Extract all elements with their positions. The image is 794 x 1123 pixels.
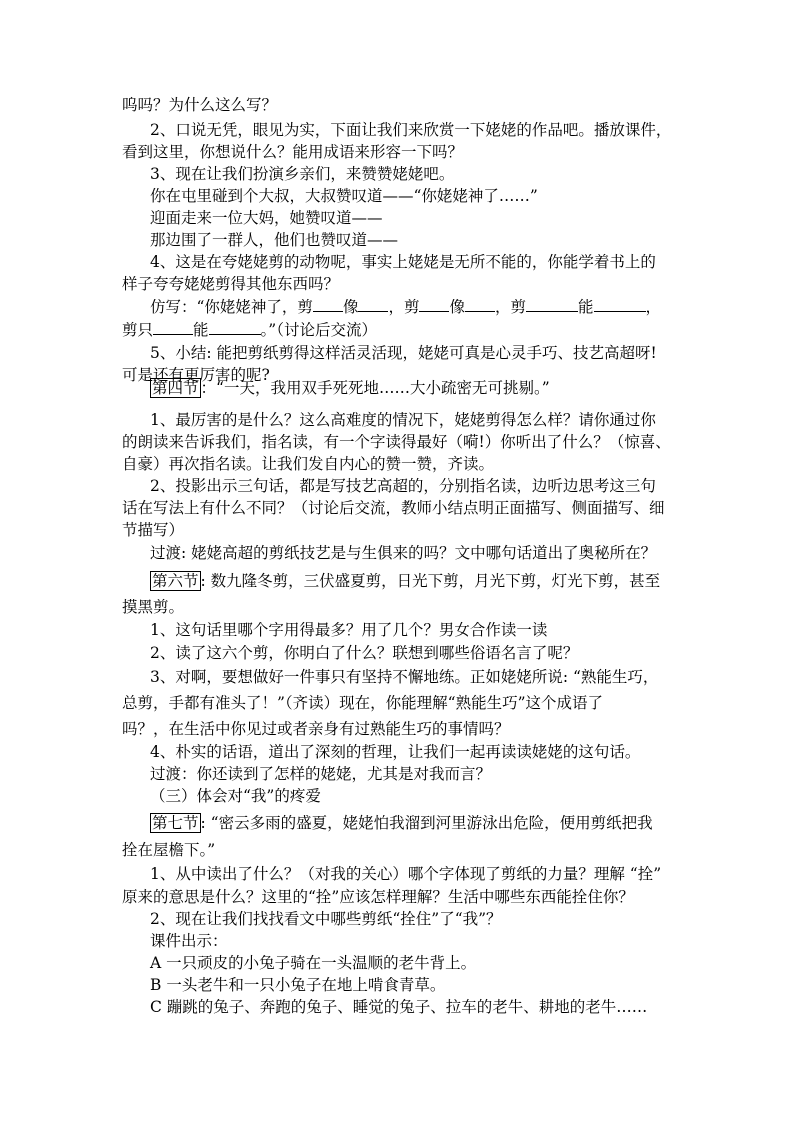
text-line: 2、口说无凭，眼见为实，下面让我们来欣赏一下姥姥的作品吧。播放课件， <box>150 121 672 139</box>
text-line: 5、小结: 能把剪纸剪得这样活灵活现，姥姥可真是心灵手巧、技艺高超呀! <box>150 344 657 362</box>
text-line: 迎面走来一位大妈，她赞叹道—— <box>150 209 383 227</box>
text-line: 呜吗？为什么这么写？ <box>122 96 278 114</box>
fill-blank <box>465 297 495 312</box>
text-segment: ，剪 <box>388 298 420 316</box>
fill-blank <box>313 297 343 312</box>
text-line: 2、投影出示三句话，都是写技艺高超的，分别指名读，边听边思考这三句 <box>150 477 656 495</box>
text-segment: 能 <box>193 321 209 339</box>
text-segment: 像 <box>342 298 359 316</box>
section-quote: ：“一天，我用双手死死地……大小疏密无可挑剔。” <box>200 379 550 397</box>
text-line: 课件出示： <box>150 932 228 950</box>
text-line: 话在写法上有什么不同？（讨论后交流，教师小结点明正面描写、侧面描写、细 <box>122 499 665 517</box>
text-line: 拴在屋檐下。” <box>122 841 216 859</box>
text-line: 吗？，在生活中你见过或者亲身有过熟能生巧的事情吗？ <box>122 720 510 738</box>
text-line: 过渡：你还读到了怎样的姥姥，尤其是对我而言？ <box>150 765 492 783</box>
text-line: 2、读了这六个剪，你明白了什么？联想到哪些俗语名言了呢？ <box>150 644 579 662</box>
text-line: 1、这句话里哪个字用得最多？用了几个？男女合作读一读 <box>150 621 548 639</box>
text-line: B 一头老牛和一只小兔子在地上啃食青草。 <box>150 976 446 994</box>
text-segment: 能 <box>578 298 594 316</box>
text-line: 可是还有更厉害的呢? <box>122 366 270 384</box>
text-line: 总剪，手都有准头了！”（齐读）现在，你能理解“熟能生巧”这个成语了 <box>122 694 604 712</box>
text-segment: ， <box>645 298 662 316</box>
text-line: 原来的意思是什么？这里的“拴”应该怎样理解？生活中哪些东西能拴住你？ <box>122 888 634 906</box>
text-line: 那边围了一群人，他们也赞叹道—— <box>150 231 399 249</box>
section-quote: : “密云多雨的盛夏，姥姥怕我溜到河里游泳出危险，便用剪纸把我 <box>200 814 653 832</box>
text-line: 1、最厉害的是什么？这么高难度的情况下，姥姥剪得怎么样？请你通过你 <box>150 411 656 429</box>
text-line: C 蹦跳的兔子、奔跑的兔子、睡觉的兔子、拉车的老牛、耕地的老牛…… <box>150 998 648 1016</box>
section-quote: : 数九隆冬剪，三伏盛夏剪，日光下剪，月光下剪，灯光下剪，甚至 <box>200 572 661 590</box>
text-line: 的朗读来告诉我们，指名读，有一个字读得最好（嗬!）你听出了什么？（惊喜、 <box>122 433 671 451</box>
text-line: 节描写） <box>122 521 185 539</box>
fill-blank <box>526 297 578 312</box>
fill-blank <box>419 297 449 312</box>
fill-blank <box>358 297 388 312</box>
section-label-box: 第四节 <box>152 379 199 397</box>
text-line: 样子夸夸姥姥剪得其他东西吗？ <box>122 275 340 293</box>
text-segment: 像 <box>449 298 465 316</box>
imitation-writing-line <box>122 320 377 340</box>
text-line: 4、这是在夸姥姥剪的动物呢，事实上姥姥是无所不能的，你能学着书上的 <box>150 253 656 271</box>
section-label-box: 第七节 <box>152 814 199 832</box>
subsection-heading: （三）体会对“我”的疼爱 <box>150 787 321 805</box>
section-heading <box>150 378 550 398</box>
text-line: 3、现在让我们扮演乡亲们，来赞赞姥姥吧。 <box>150 165 455 183</box>
text-line: 1、从中读出了什么？（对我的关心）哪个字体现了剪纸的力量？理解 “拴” <box>150 865 662 883</box>
text-line: 你在屯里碰到个大叔，大叔赞叹道——“你姥姥神了……” <box>150 187 538 205</box>
text-line: 过渡: 姥姥高超的剪纸技艺是与生俱来的吗？文中哪句话道出了奥秘所在？ <box>150 544 657 562</box>
text-segment: ，剪 <box>494 298 526 316</box>
text-line: 摸黑剪。 <box>122 598 185 616</box>
text-segment: 剪只 <box>122 321 154 339</box>
text-line: 3、对啊，要想做好一件事只有坚持不懈地练。正如姥姥所说: “熟能生巧， <box>150 668 659 686</box>
text-segment: 。”（讨论后交流） <box>260 321 377 339</box>
fill-blank <box>594 297 646 312</box>
fill-blank <box>209 320 261 335</box>
text-line: A 一只顽皮的小兔子骑在一头温顺的老牛背上。 <box>150 954 477 972</box>
text-line: 自豪）再次指名读。让我们发自内心的赞一赞，齐读。 <box>122 455 495 473</box>
text-line: 2、现在让我们找找看文中哪些剪纸“拴住”了“我”？ <box>150 910 502 928</box>
fill-blank <box>153 320 193 335</box>
text-line: 4、朴实的话语，道出了深刻的哲理，让我们一起再读读姥姥的这句话。 <box>150 743 641 761</box>
text-segment: 仿写：“你姥姥神了，剪 <box>150 298 313 316</box>
section-heading <box>150 571 660 591</box>
section-heading <box>150 813 653 833</box>
section-label-box: 第六节 <box>152 572 199 590</box>
text-line: 看到这里，你想说什么？能用成语来形容一下吗？ <box>122 143 464 161</box>
imitation-writing-line <box>150 297 661 317</box>
